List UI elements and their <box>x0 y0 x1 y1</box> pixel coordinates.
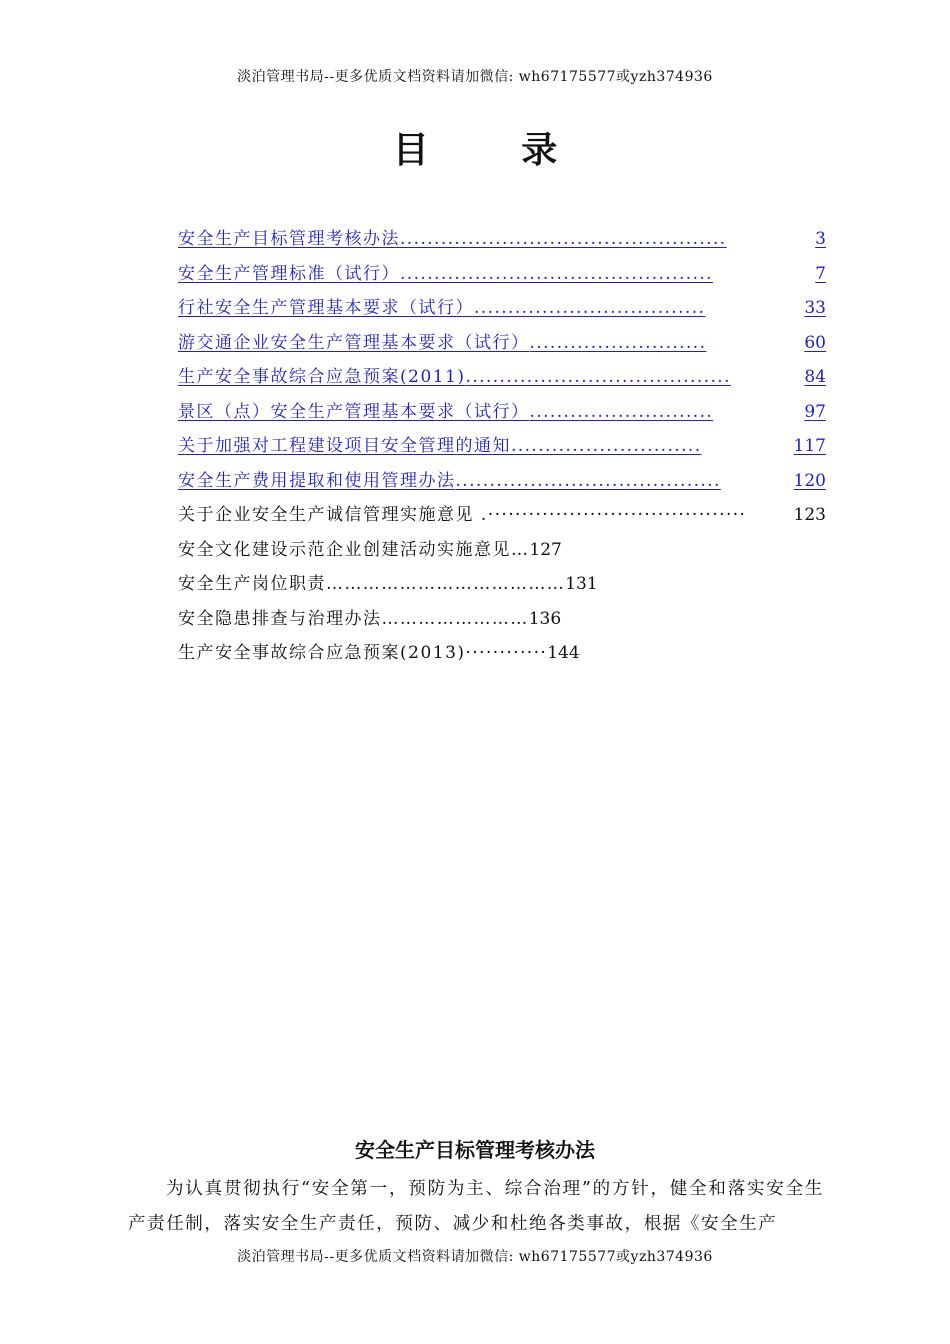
toc-entry <box>178 535 826 570</box>
toc-entry-leader: ············ <box>465 643 548 663</box>
toc-entry-link[interactable] <box>178 431 826 466</box>
toc-title: 目 录 <box>392 130 598 171</box>
toc-entry <box>178 569 826 604</box>
page-footer: 淡泊管理书局--更多优质文档资料请加微信: wh67175577或yzh374936 <box>237 1249 713 1265</box>
section-title: 安全生产目标管理考核办法 <box>355 1138 595 1162</box>
toc-entry-leader: ................................................ <box>400 229 727 249</box>
toc-entry-leader: .................................. <box>474 298 706 318</box>
toc-entry-page: 120 <box>793 470 826 491</box>
toc-entry-page: 144 <box>547 643 580 663</box>
toc-entry-page: 131 <box>565 574 598 594</box>
toc-entry-page: 84 <box>804 367 826 387</box>
toc-entry-title: 关于加强对工程建设项目安全管理的通知 <box>178 436 511 456</box>
toc-entry-page: 127 <box>529 539 562 560</box>
body-paragraph: 为认真贯彻执行“安全第一，预防为主、综合治理”的方针，健全和落实安全生产责任制，落实安全生产责任，预防、减少和杜绝各类事故，根据《安全生产 <box>128 1179 824 1234</box>
toc-entry-leader: …………………… <box>381 608 529 629</box>
toc-entry <box>178 500 826 535</box>
toc-entry-page: 60 <box>804 332 826 353</box>
toc-entry-page: 136 <box>528 608 562 629</box>
toc-entry-link[interactable] <box>178 224 826 259</box>
toc-entry-title: 安全隐患排查与治理办法 <box>178 608 382 629</box>
toc-entry-title: 生产安全事故综合应急预案(2013) <box>178 643 466 663</box>
toc-entry-title: 安全文化建设示范企业创建活动实施意见 <box>178 539 511 560</box>
toc-entry-page: 7 <box>815 263 826 284</box>
toc-entry-title: 安全生产岗位职责 <box>178 574 326 594</box>
toc-entry-page: 3 <box>815 229 826 249</box>
toc-entry-title: 关于企业安全生产诚信管理实施意见 . <box>178 505 488 525</box>
toc-entry-link[interactable] <box>178 259 826 294</box>
toc-entry-page: 97 <box>804 401 826 422</box>
toc-entry-leader: ······································ <box>487 505 747 525</box>
toc-entry-leader: ....................................... <box>455 470 721 491</box>
toc-entry-leader: .............................................. <box>400 263 713 284</box>
toc-entry-page: 117 <box>793 436 826 456</box>
toc-entry-leader: ........................... <box>529 401 714 422</box>
toc-entry-page: 123 <box>793 505 826 525</box>
toc-entry-leader: .......................... <box>529 332 707 353</box>
toc-entry-link[interactable] <box>178 293 826 328</box>
toc-entry-link[interactable] <box>178 362 826 397</box>
toc-entry <box>178 604 826 639</box>
toc-entry-title: 安全生产管理标准（试行） <box>178 263 400 284</box>
toc-entry-link[interactable] <box>178 466 826 501</box>
toc-entry-title: 安全生产目标管理考核办法 <box>178 229 400 249</box>
page-header: 淡泊管理书局--更多优质文档资料请加微信: wh67175577或yzh374936 <box>237 69 713 85</box>
toc-entry-page: 33 <box>804 298 826 318</box>
toc-entry-link[interactable] <box>178 397 826 432</box>
toc-entry-leader: … <box>511 539 530 560</box>
toc-entry-title: 安全生产费用提取和使用管理办法 <box>178 470 456 491</box>
toc-entry-title: 景区（点）安全生产管理基本要求（试行） <box>178 401 530 422</box>
toc-entry-title: 游交通企业安全生产管理基本要求（试行） <box>178 332 530 353</box>
toc-entry-leader: ………………………………… <box>326 574 566 594</box>
table-of-contents <box>178 224 826 673</box>
toc-entry-title: 生产安全事故综合应急预案(2011) <box>178 367 466 387</box>
toc-entry-leader: ....................................... <box>465 367 731 387</box>
toc-entry-link[interactable] <box>178 328 826 363</box>
toc-entry-title: 行社安全生产管理基本要求（试行） <box>178 298 474 318</box>
toc-entry-leader: ............................ <box>511 436 702 456</box>
toc-entry <box>178 638 826 673</box>
